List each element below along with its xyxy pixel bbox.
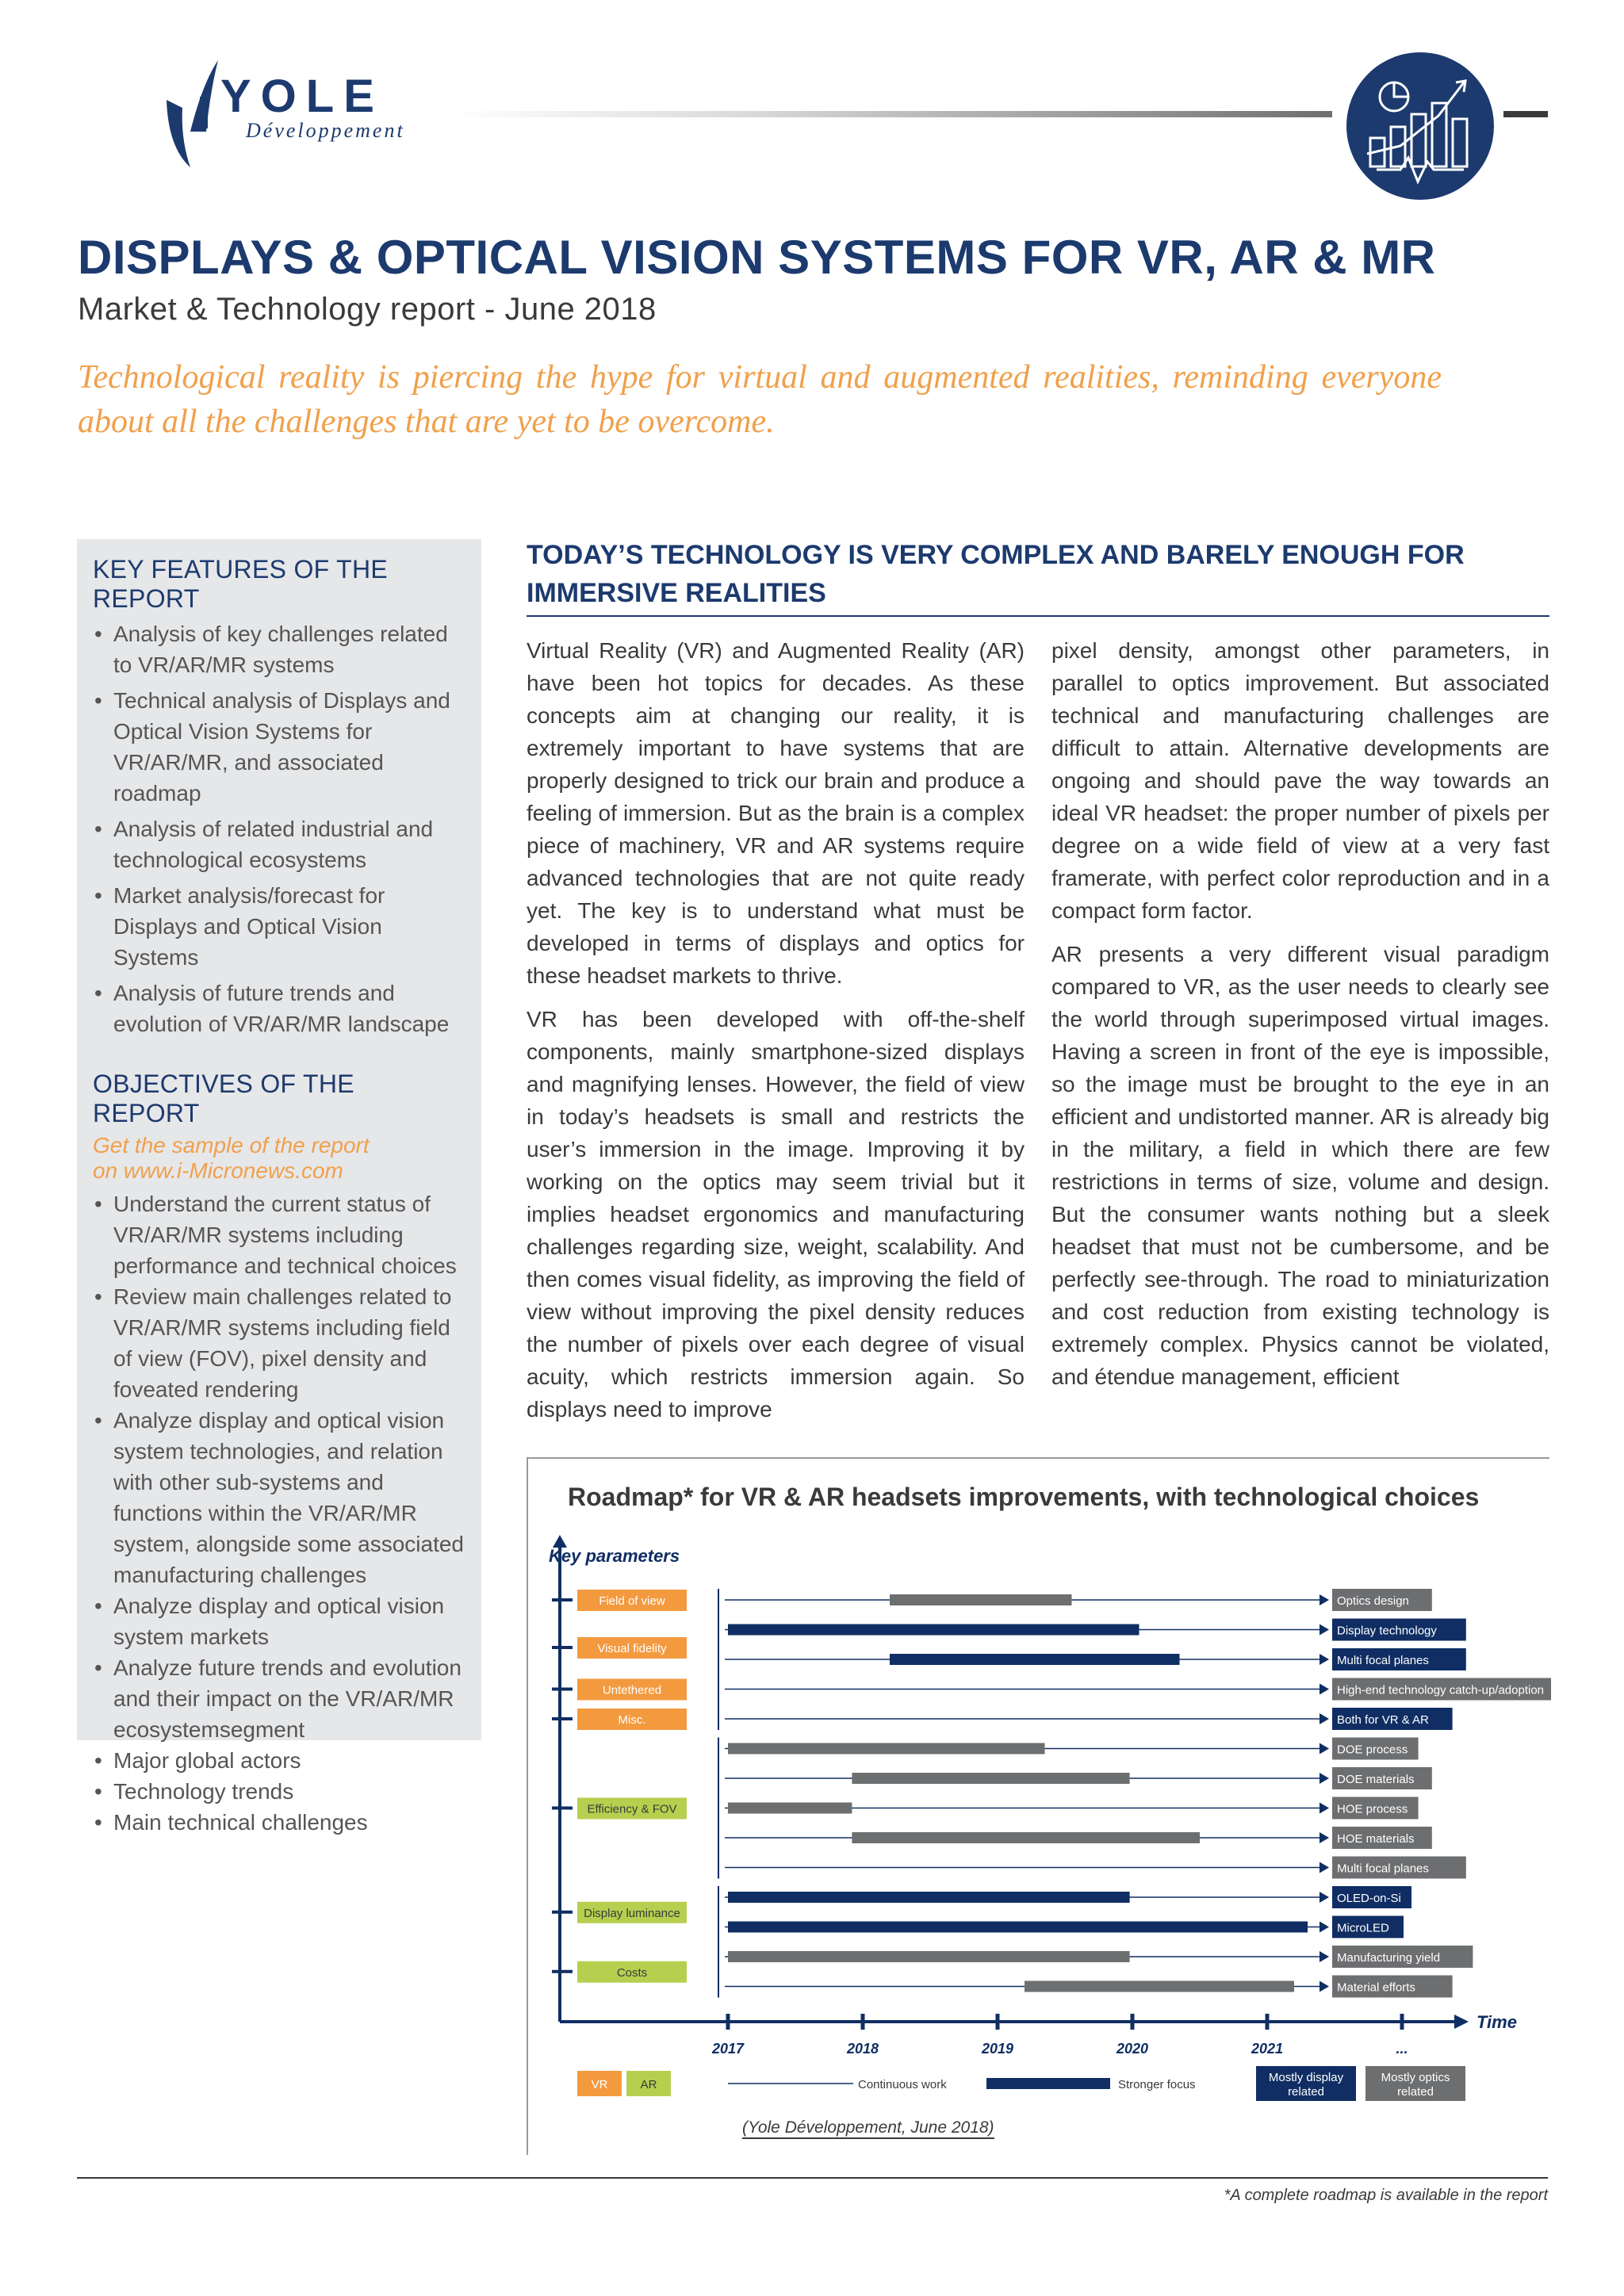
legend-display-label: Mostly display xyxy=(1268,2071,1344,2084)
track-arrow-icon xyxy=(1320,1684,1329,1695)
x-tick-label: 2019 xyxy=(981,2041,1014,2057)
focus-bar xyxy=(852,1773,1129,1784)
track-arrow-icon xyxy=(1320,1624,1329,1636)
focus-bar xyxy=(1025,1981,1294,1992)
yole-logo xyxy=(159,52,420,179)
list-item: • Analyze future trends and evolution and their impact on the VR/AR/MR ecosystemsegment xyxy=(93,1652,465,1745)
roadmap-title: Roadmap* for VR & AR headsets improvements, with technological choices xyxy=(568,1483,1480,1511)
header-gradient-rule xyxy=(452,111,1332,117)
list-item: • Major global actors xyxy=(93,1745,465,1776)
sample-link[interactable] xyxy=(93,1133,465,1184)
x-tick-label: 2021 xyxy=(1251,2041,1284,2057)
track-label: DOE materials xyxy=(1337,1773,1415,1786)
track-label: Optics design xyxy=(1337,1594,1409,1608)
report-tagline: Technological reality is piercing the hype for virtual and augmented realities, reminding everyone about all the challenges that are yet to be overcome. xyxy=(78,359,1442,440)
article-paragraph: AR presents a very different visual paradigm compared to VR, as the user needs to clearly see the world through superimposed virtual images. Having a screen in front of the eye is impossible, so the image must be brought to the eye in an efficient and undistorted manner. AR is already big in the military, a field in which there are few restrictions in terms of size, volume and design. But the consumer wants nothing but a sleek headset that must not be cumbersome, and be perfectly see-through. The road to miniaturization and cost reduction from existing technology is extremely complex. Physics cannot be violated, and étendue management, efficient xyxy=(1051,942,1549,1389)
parameter-label: Costs xyxy=(616,1965,648,1980)
track-label: Material efforts xyxy=(1337,1980,1415,1995)
parameter-label: Display luminance xyxy=(584,1906,680,1920)
list-item: • Technology trends xyxy=(93,1776,465,1807)
list-item: • Analyze display and optical vision system markets xyxy=(93,1590,465,1652)
track-arrow-icon xyxy=(1320,1654,1329,1665)
article-heading-rule xyxy=(527,615,1549,617)
article-paragraph: Virtual Reality (VR) and Augmented Reality (AR) have been hot topics for decades. As these concepts aim at changing our reality, it is extremely important to have systems that are properly designed to trick our brain and produce a feeling of immersion. But as the brain is a complex piece of machinery, VR and AR systems require advanced technologies that are not quite ready yet. The key is to understand what must be developed in terms of displays and optics for these headset markets to thrive. xyxy=(527,638,1025,988)
sample-link-line2[interactable]: on www.i-Micronews.com xyxy=(93,1158,343,1183)
focus-bar xyxy=(728,1803,852,1814)
focus-bar xyxy=(728,1892,1130,1903)
logo-subtitle: Développement xyxy=(246,119,405,142)
track-label: DOE process xyxy=(1337,1743,1408,1757)
roadmap-source: (Yole Développement, June 2018) xyxy=(742,2118,994,2139)
article-column-left xyxy=(527,634,1025,1437)
list-item: • Technical analysis of Displays and Optical Vision Systems for VR/AR/MR, and associated roadmap xyxy=(93,685,465,809)
objectives-list xyxy=(93,1188,465,1838)
article-paragraph: VR has been developed with off-the-shelf components, mainly smartphone-sized displays and magnifying lenses. However, the field of view in today’s headsets is small and restricts the user’s immersion in the image. Improving it by working on the optics may seem trivial but it implies headset ergonomics and manufacturing challenges regarding size, weight, scalability. And then comes visual fidelity, as improving the field of view without improving the pixel density reduces the number of pixels over each degree of visual acuity, which restricts immersion again. So displays need to improve xyxy=(527,1007,1025,1422)
logo-name: YOLE xyxy=(220,71,384,122)
track-label: Display technology xyxy=(1337,1624,1437,1638)
sample-link-line1[interactable]: Get the sample of the report xyxy=(93,1133,370,1158)
list-item: • Analysis of key challenges related to VR/AR/MR systems xyxy=(93,618,465,680)
sidebar-panel xyxy=(77,539,481,1835)
track-arrow-icon xyxy=(1320,1862,1329,1873)
track-label: MicroLED xyxy=(1337,1921,1389,1935)
track-arrow-icon xyxy=(1320,1951,1329,1962)
x-tick-label: ... xyxy=(1396,2041,1408,2057)
legend-stronger-bar xyxy=(986,2078,1110,2089)
track-label: Both for VR & AR xyxy=(1337,1713,1429,1727)
track-arrow-icon xyxy=(1320,1892,1329,1903)
x-tick-label: 2020 xyxy=(1116,2041,1149,2057)
legend-continuous-label: Continuous work xyxy=(858,2078,947,2091)
track-label: Multi focal planes xyxy=(1337,1654,1429,1667)
track-arrow-icon xyxy=(1320,1713,1329,1724)
list-item: • Market analysis/forecast for Displays and Optical Vision Systems xyxy=(93,880,465,973)
article-column-right xyxy=(1051,634,1549,1404)
x-axis-label: Time xyxy=(1477,2012,1517,2032)
focus-bar xyxy=(728,1743,1045,1755)
legend-optics-label: Mostly optics xyxy=(1381,2071,1450,2084)
list-item: • Analyze display and optical vision system technologies, and relation with other sub-systems and functions within the VR/AR/MR system, alongside some associated manufacturing challenges xyxy=(93,1405,465,1590)
parameter-label: Misc. xyxy=(618,1713,646,1727)
footer-rule xyxy=(77,2177,1548,2179)
report-title: DISPLAYS & OPTICAL VISION SYSTEMS FOR VR, AR & MR xyxy=(78,231,1436,284)
track-label: Multi focal planes xyxy=(1337,1862,1429,1876)
legend-vr-label: VR xyxy=(591,2078,608,2091)
x-tick-label: 2017 xyxy=(711,2041,745,2057)
x-tick-label: 2018 xyxy=(846,2041,879,2057)
y-axis-label: Key parameters xyxy=(549,1546,680,1566)
list-item: • Analysis of future trends and evolution of VR/AR/MR landscape xyxy=(93,978,465,1039)
key-features-list xyxy=(93,618,465,1039)
article-paragraph: pixel density, amongst other parameters, in parallel to optics improvement. But associated technical and manufacturing challenges are difficult to attain. Alternative developments are ongoing and should pave the way towards an ideal VR headset: the proper number of pixels per degree on a wide field of view at a very fast framerate, with perfect color reproduction and in a compact form factor. xyxy=(1051,638,1549,923)
footnote: *A complete roadmap is available in the report xyxy=(1224,2187,1548,2204)
focus-bar xyxy=(890,1594,1072,1605)
roadmap-figure xyxy=(527,1457,1549,2155)
header-rule-end xyxy=(1503,111,1548,117)
list-item: • Analysis of related industrial and technological ecosystems xyxy=(93,813,465,875)
legend-stronger-label: Stronger focus xyxy=(1118,2078,1196,2091)
focus-bar xyxy=(728,1951,1130,1962)
parameter-label: Efficiency & FOV xyxy=(587,1802,677,1816)
key-features-heading: KEY FEATURES OF THE REPORT xyxy=(93,555,388,613)
focus-bar xyxy=(728,1922,1308,1933)
track-arrow-icon xyxy=(1320,1922,1329,1933)
track-arrow-icon xyxy=(1320,1594,1329,1605)
parameter-label: Field of view xyxy=(599,1594,665,1608)
objectives-heading: OBJECTIVES OF THE REPORT xyxy=(93,1070,354,1127)
focus-bar xyxy=(728,1624,1139,1636)
parameter-label: Visual fidelity xyxy=(597,1642,667,1655)
report-subtitle: Market & Technology report - June 2018 xyxy=(78,292,657,327)
track-arrow-icon xyxy=(1320,1743,1329,1755)
track-arrow-icon xyxy=(1320,1803,1329,1814)
track-arrow-icon xyxy=(1320,1832,1329,1843)
focus-bar xyxy=(852,1832,1200,1843)
track-label: HOE process xyxy=(1337,1802,1408,1816)
track-arrow-icon xyxy=(1320,1773,1329,1784)
list-item: • Understand the current status of VR/AR/MR systems including performance and technical choices xyxy=(93,1188,465,1281)
track-label: Manufacturing yield xyxy=(1337,1951,1441,1965)
legend-optics-label: related xyxy=(1397,2085,1434,2099)
legend-display-label: related xyxy=(1288,2085,1324,2099)
track-label: OLED-on-Si xyxy=(1337,1892,1401,1905)
yole-logo-mark-icon xyxy=(159,52,230,171)
roadmap-chart xyxy=(528,1459,1551,2156)
parameter-label: Untethered xyxy=(602,1683,662,1697)
list-item: • Review main challenges related to VR/AR/MR systems including field of view (FOV), pixel density and foveated rendering xyxy=(93,1281,465,1405)
x-axis-arrow-icon xyxy=(1454,2015,1469,2029)
market-growth-badge-icon xyxy=(1345,51,1496,201)
list-item: • Main technical challenges xyxy=(93,1807,465,1838)
legend-ar-label: AR xyxy=(640,2078,657,2091)
focus-bar xyxy=(890,1654,1180,1665)
article-heading: TODAY’S TECHNOLOGY IS VERY COMPLEX AND BARELY ENOUGH FOR IMMERSIVE REALITIES xyxy=(527,540,1465,608)
track-arrow-icon xyxy=(1320,1981,1329,1992)
track-label: High-end technology catch-up/adoption xyxy=(1337,1683,1545,1697)
track-label: HOE materials xyxy=(1337,1832,1415,1846)
